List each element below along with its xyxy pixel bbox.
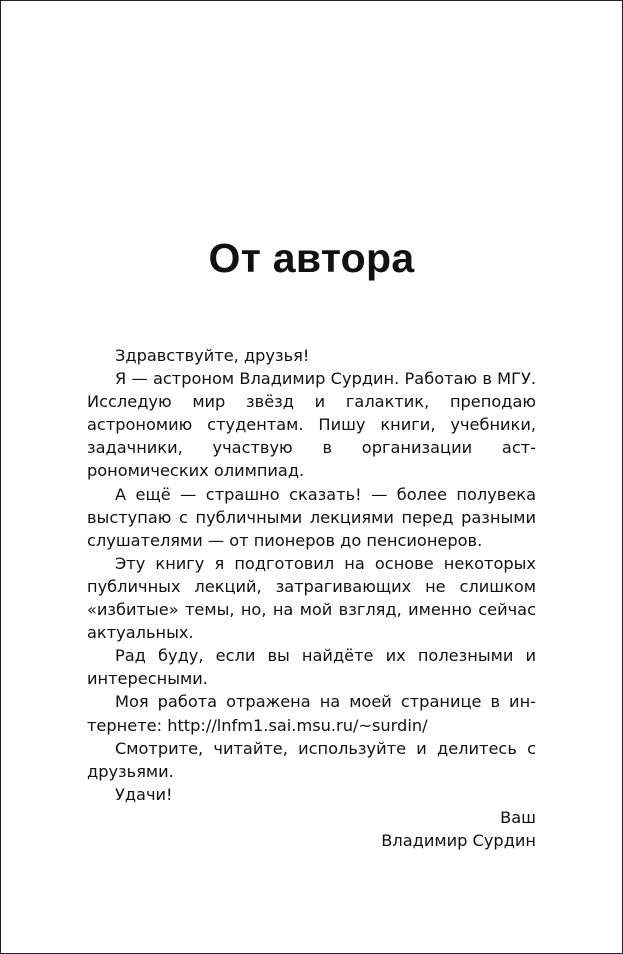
signature (87, 806, 536, 852)
paragraph-share: Смотрите, читайте, используйте и делитесь с друзьями. (87, 738, 536, 781)
paragraph-website: Моя работа отражена на моей странице в интернете: http://lnfm1.sai.msu.ru/~surdin/ (87, 692, 536, 735)
signature-line-1: Ваш (500, 807, 536, 827)
author-foreword-text (87, 344, 536, 852)
paragraph-lectures: А ещё — страшно сказать! — более полувека выступаю с публичными лекциями перед разными слушателями — от пионеров до пенсионеров. (87, 484, 536, 550)
signature-line-2: Владимир Сурдин (381, 830, 536, 850)
paragraph-greeting: Здравствуйте, друзья! (115, 346, 310, 365)
paragraph-intro: Я — астроном Владимир Сурдин. Работаю в МГУ. Исследую мир звёзд и галактик, преподаю астрономию студентам. Пишу книги, учебники, задачники, участвую в организации астрономических олимпиад. (87, 369, 536, 481)
paragraph-hope: Рад буду, если вы найдёте их полезными и интересными. (87, 646, 536, 689)
page-title: От автора (208, 235, 415, 281)
paragraph-good-luck: Удачи! (115, 784, 173, 804)
paragraph-book: Эту книгу я подготовил на основе некоторых публичных лекций, затрагивающих не слишком «избитые» темы, но, на мой взгляд, именно сейчас актуальных. (87, 553, 536, 643)
